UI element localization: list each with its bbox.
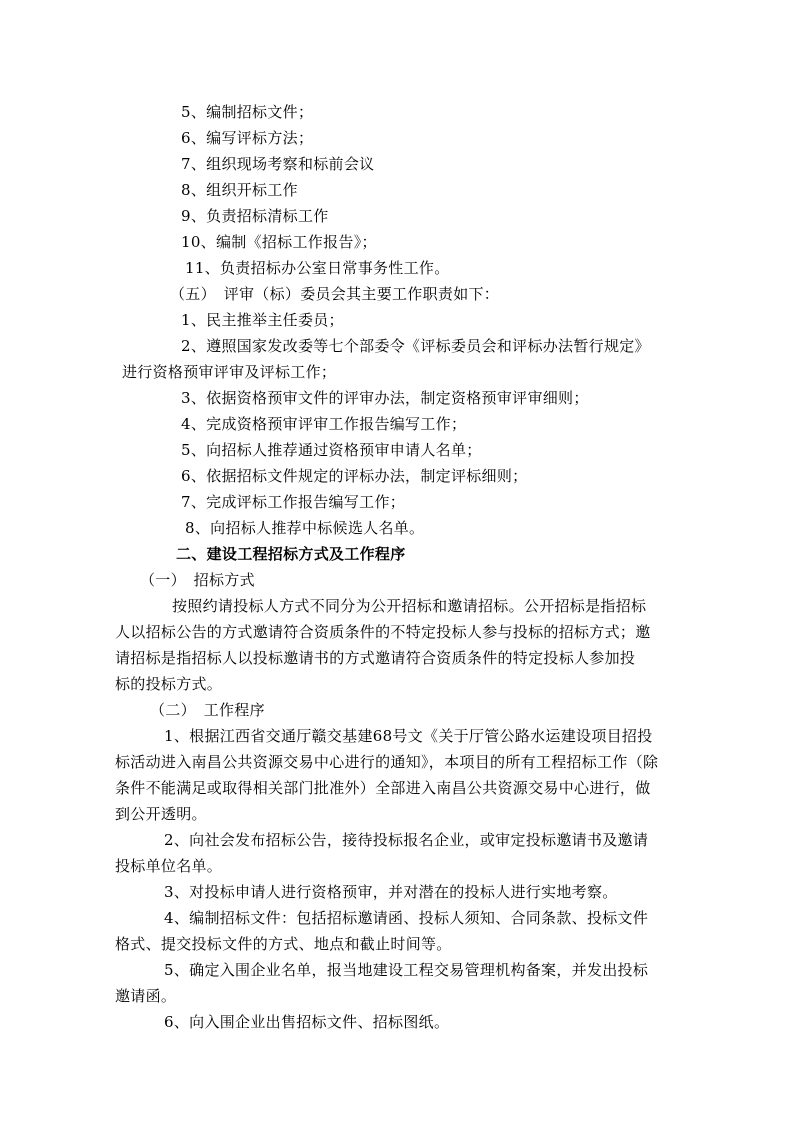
text-line: 标的投标方式。 bbox=[115, 675, 223, 693]
text-line: 1、根据江西省交通厅赣交基建68号文《关于厅管公路水运建设项目招投 bbox=[164, 727, 653, 745]
text-line: 人以招标公告的方式邀请符合资质条件的不特定投标人参与投标的招标方式；邀 bbox=[115, 623, 651, 641]
text-line: 7、组织现场考察和标前会议 bbox=[181, 155, 375, 173]
text-line: 8、向招标人推荐中标候选人名单。 bbox=[185, 519, 425, 537]
text-line: 5、向招标人推荐通过资格预审申请人名单； bbox=[181, 441, 482, 459]
section-heading: （五） 评审（标）委员会其主要工作职责如下： bbox=[170, 285, 500, 303]
text-line: 邀请函。 bbox=[115, 987, 177, 1005]
text-line: 进行资格预审评审及评标工作； bbox=[122, 363, 337, 381]
section-heading: （一） 招标方式 bbox=[140, 571, 255, 589]
text-line: 2、向社会发布招标公告，接待投标报名企业，或审定投标邀请书及邀请 bbox=[164, 831, 649, 849]
text-line: 按照约请投标人方式不同分为公开招标和邀请招标。公开招标是指招标 bbox=[172, 597, 647, 615]
text-line: 4、完成资格预审评审工作报告编写工作； bbox=[181, 415, 467, 433]
text-line: 5、确定入围企业名单，报当地建设工程交易管理机构备案，并发出投标 bbox=[164, 961, 649, 979]
text-line: 11、负责招标办公室日常事务性工作。 bbox=[185, 259, 450, 277]
text-line: 6、向入围企业出售招标文件、招标图纸。 bbox=[164, 1013, 450, 1031]
text-line: 9、负责招标清标工作 bbox=[181, 207, 329, 225]
text-line: 10、编制《招标工作报告》； bbox=[181, 233, 377, 251]
text-line: 7、完成评标工作报告编写工作； bbox=[181, 493, 406, 511]
text-line: 1、民主推举主任委员； bbox=[181, 311, 344, 329]
text-line: 5、编制招标文件； bbox=[181, 103, 314, 121]
text-line: 条件不能满足或取得相关部门批准外）全部进入南昌公共资源交易中心进行，做 bbox=[115, 779, 651, 797]
text-line: 6、依据招标文件规定的评标办法，制定评标细则； bbox=[181, 467, 528, 485]
text-line: 投标单位名单。 bbox=[115, 857, 223, 875]
text-line: 标活动进入南昌公共资源交易中心进行的通知》，本项目的所有工程招标工作（除 bbox=[115, 753, 659, 771]
chapter-heading: 二、建设工程招标方式及工作程序 bbox=[176, 545, 406, 563]
text-line: 到公开透明。 bbox=[115, 805, 207, 823]
text-line: 8、组织开标工作 bbox=[181, 181, 298, 199]
text-line: 6、编写评标方法； bbox=[181, 129, 314, 147]
text-line: 请招标是指招标人以投标邀请书的方式邀请符合资质条件的特定投标人参加投 bbox=[115, 649, 636, 667]
text-line: 3、对投标申请人进行资格预审，并对潜在的投标人进行实地考察。 bbox=[164, 883, 618, 901]
text-line: 3、依据资格预审文件的评审办法，制定资格预审评审细则； bbox=[181, 389, 589, 407]
text-line: 2、遵照国家发改委等七个部委令《评标委员会和评标办法暂行规定》 bbox=[181, 337, 650, 355]
text-line: 格式、提交投标文件的方式、地点和截止时间等。 bbox=[115, 935, 452, 953]
text-line: 4、编制招标文件：包括招标邀请函、投标人须知、合同条款、投标文件 bbox=[164, 909, 649, 927]
section-heading: （二） 工作程序 bbox=[150, 701, 265, 719]
